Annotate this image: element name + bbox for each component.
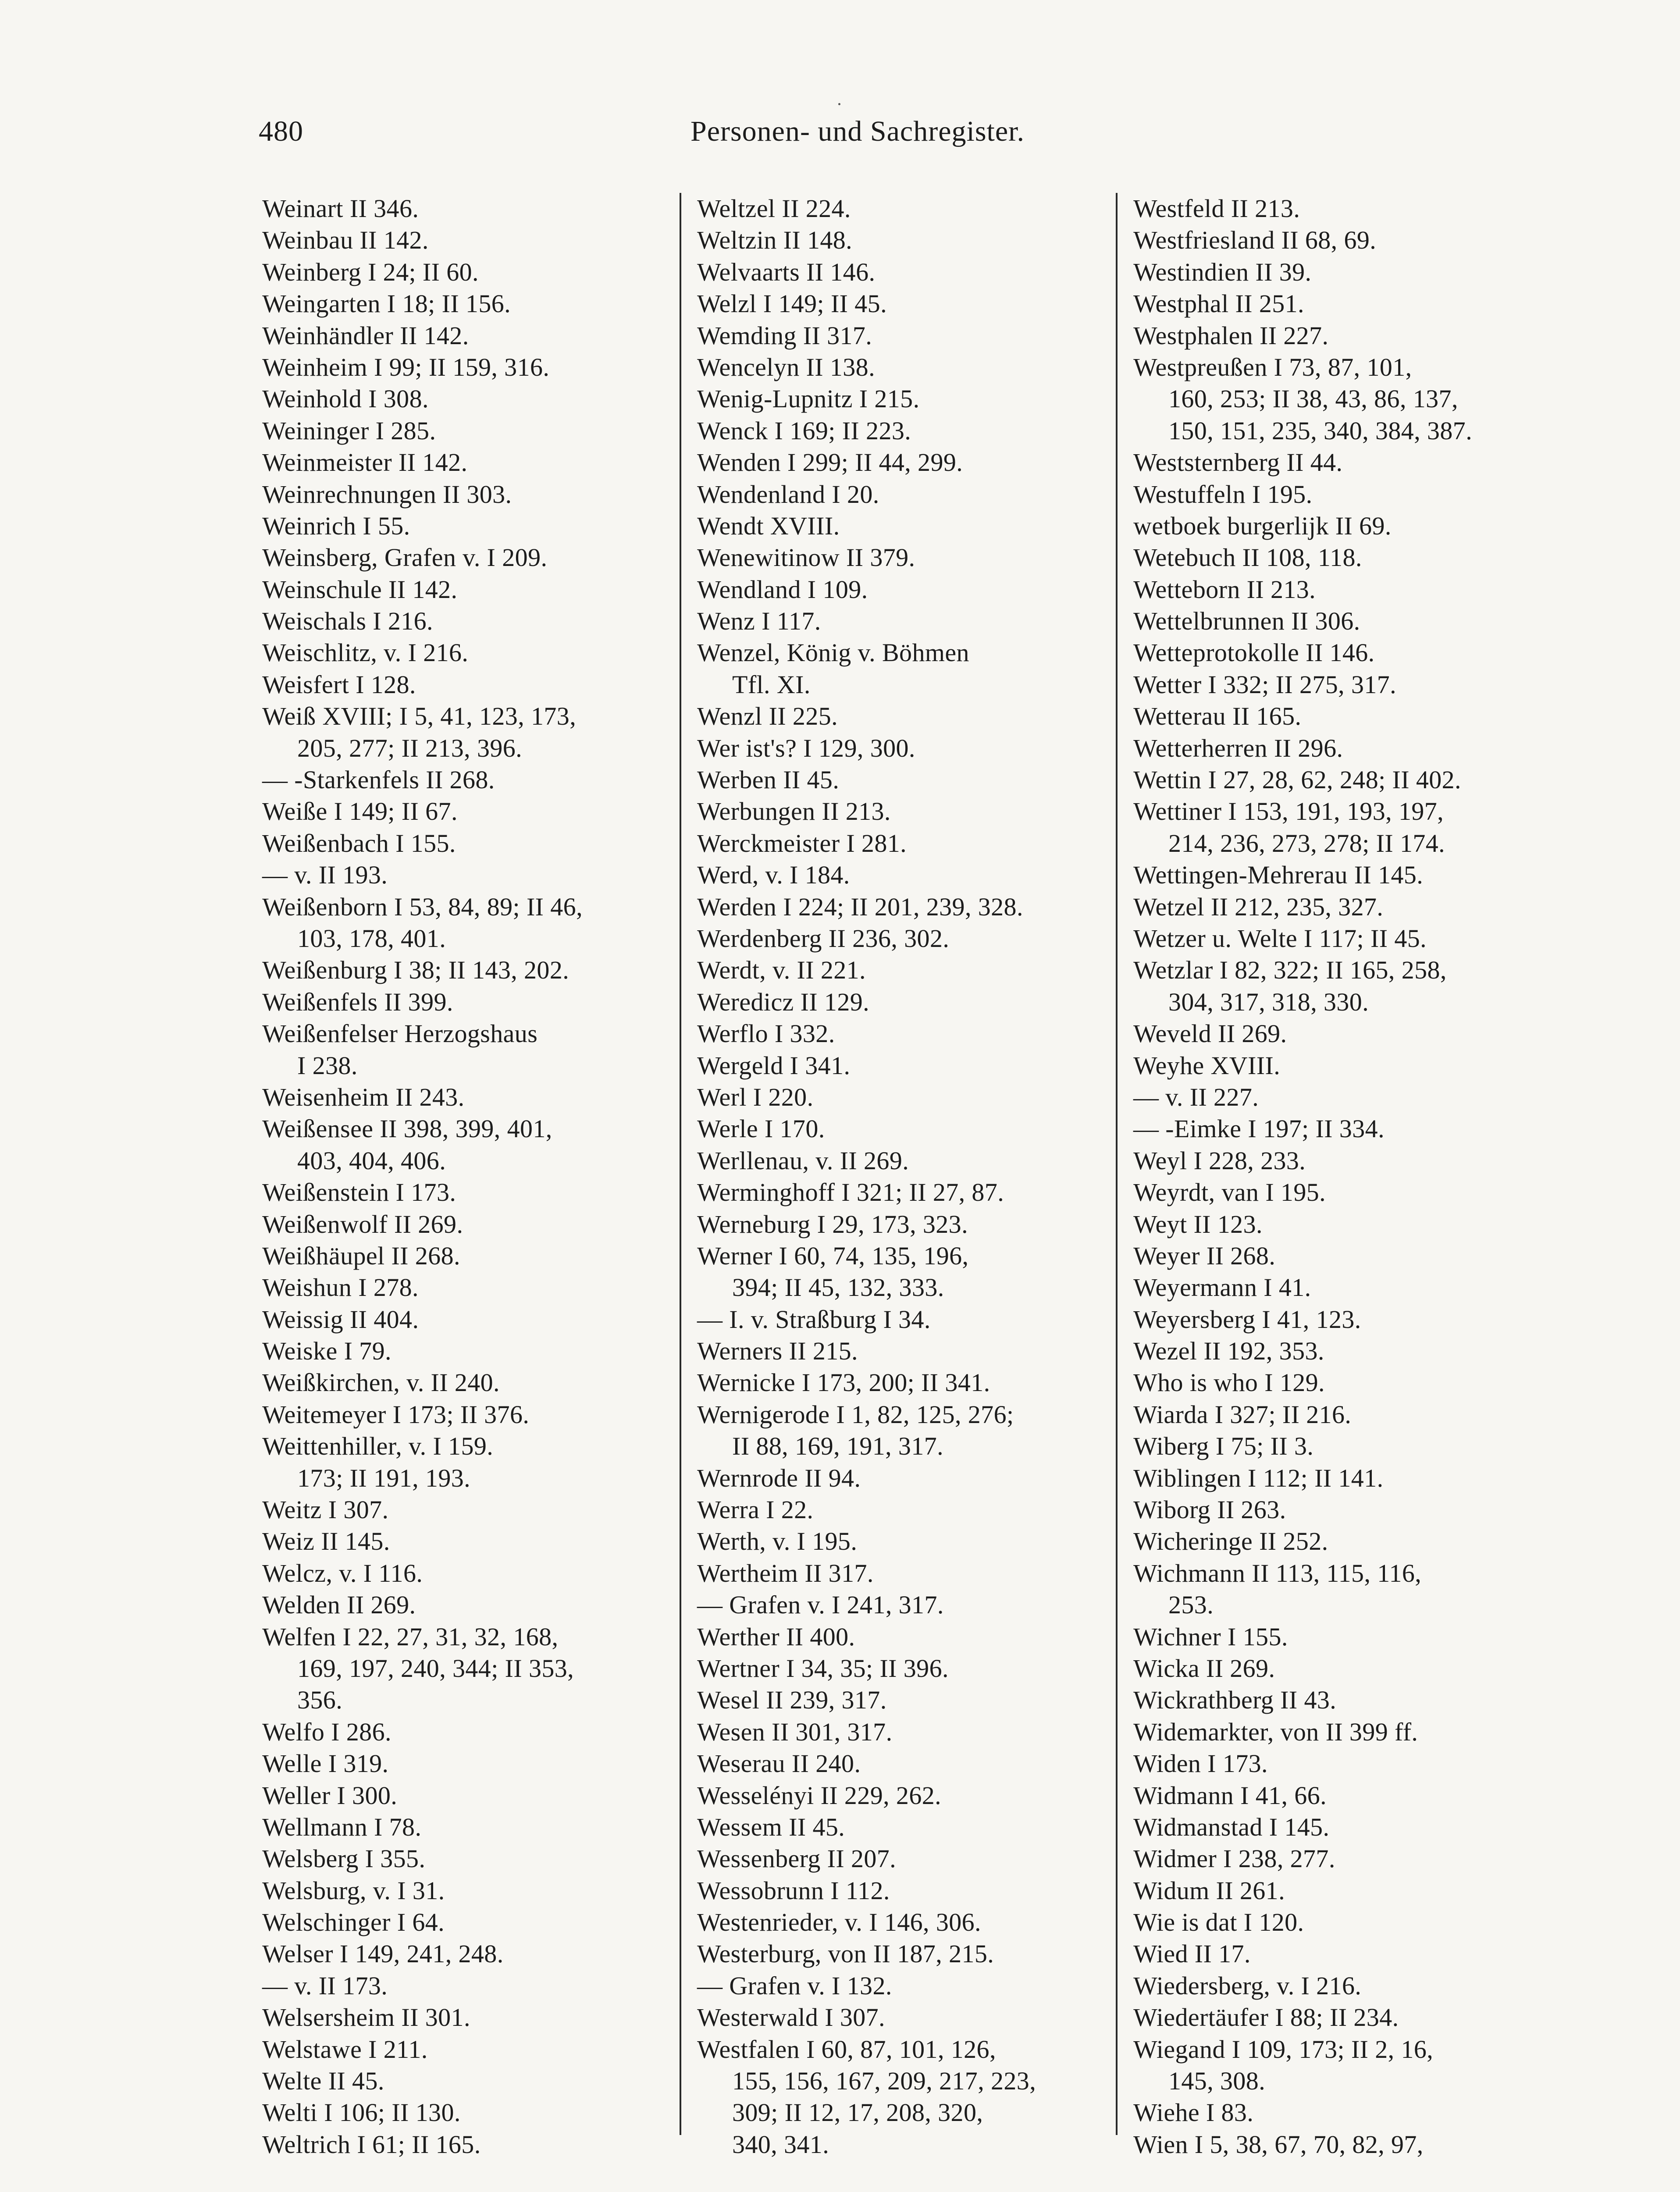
index-entry: Wicheringe II 252. <box>1133 1527 1328 1556</box>
index-entry: Welsersheim II 301. <box>262 2003 470 2032</box>
index-entry: Who is who I 129. <box>1133 1368 1325 1397</box>
index-entry: Weishun I 278. <box>262 1273 419 1302</box>
index-entry: Widen I 173. <box>1133 1749 1268 1778</box>
index-entry: Weingarten I 18; II 156. <box>262 289 511 318</box>
index-entry: Widmer I 238, 277. <box>1133 1844 1335 1873</box>
index-entry: Werbungen II 213. <box>697 797 891 826</box>
index-entry: Wiedertäufer I 88; II 234. <box>1133 2003 1399 2032</box>
index-entry: Weißenborn I 53, 84, 89; II 46, <box>262 892 583 921</box>
index-entry: Weveld II 269. <box>1133 1019 1287 1048</box>
index-entry: Wessobrunn I 112. <box>697 1876 890 1905</box>
index-entry: Westindien II 39. <box>1133 257 1312 286</box>
index-entry: Welzl I 149; II 45. <box>697 289 887 318</box>
index-entry: Wiedersberg, v. I 216. <box>1133 1971 1362 2000</box>
column-divider <box>1116 193 1118 2135</box>
index-entry: Wenewitinow II 379. <box>697 543 915 572</box>
index-entry: Weinart II 346. <box>262 194 419 223</box>
index-entry: Wiehe I 83. <box>1133 2098 1254 2127</box>
index-entry: Welti I 106; II 130. <box>262 2098 461 2127</box>
index-entry-continuation: II 88, 169, 191, 317. <box>732 1432 944 1461</box>
index-entry: Weinrich I 55. <box>262 511 410 540</box>
index-entry-continuation: 103, 178, 401. <box>297 924 446 953</box>
index-entry: Weststernberg II 44. <box>1133 448 1343 477</box>
index-entry: Werl I 220. <box>697 1082 814 1111</box>
index-entry-continuation: 253. <box>1168 1591 1214 1619</box>
index-entry: Wenz I 117. <box>697 607 821 636</box>
index-entry: Weitz I 307. <box>262 1495 389 1524</box>
index-entry: Welstawe I 211. <box>262 2035 428 2064</box>
index-entry: Weinhändler II 142. <box>262 321 469 350</box>
index-entry: Weiße I 149; II 67. <box>262 797 458 826</box>
index-entry: Westuffeln I 195. <box>1133 480 1313 509</box>
index-entry: — -Starkenfels II 268. <box>262 765 495 794</box>
index-entry: Weißkirchen, v. II 240. <box>262 1368 500 1397</box>
index-entry: Wernicke I 173, 200; II 341. <box>697 1368 990 1397</box>
index-entry: Westfalen I 60, 87, 101, 126, <box>697 2035 996 2064</box>
index-entry: Weitemeyer I 173; II 376. <box>262 1400 530 1429</box>
index-column-2 <box>697 193 1105 2160</box>
index-entry: Weyer II 268. <box>1133 1241 1276 1270</box>
index-entry: Wiborg II 263. <box>1133 1495 1286 1524</box>
index-entry: Wertheim II 317. <box>697 1559 874 1587</box>
index-entry: Weyl I 228, 233. <box>1133 1146 1306 1175</box>
index-entry: Wernrode II 94. <box>697 1463 861 1492</box>
index-entry: Werd, v. I 184. <box>697 861 850 890</box>
index-entry: Wetteprotokolle II 146. <box>1133 638 1375 667</box>
index-entry: Werth, v. I 195. <box>697 1527 858 1556</box>
index-entry: — Grafen v. I 132. <box>697 1971 892 2000</box>
index-entry: Weinheim I 99; II 159, 316. <box>262 352 550 381</box>
index-entry: — v. II 173. <box>262 1971 388 2000</box>
index-entry: Weinberg I 24; II 60. <box>262 257 479 286</box>
index-entry: Weyt II 123. <box>1133 1210 1263 1238</box>
index-entry: Wetteborn II 213. <box>1133 575 1316 604</box>
index-entry: Weißhäupel II 268. <box>262 1241 460 1270</box>
index-entry: Wicka II 269. <box>1133 1654 1275 1683</box>
index-entry: Weininger I 285. <box>262 416 436 445</box>
index-entry: Welfen I 22, 27, 31, 32, 168, <box>262 1622 559 1651</box>
index-entry: Weltzel II 224. <box>697 194 851 223</box>
index-entry: Werben II 45. <box>697 765 840 794</box>
index-entry: Wetterau II 165. <box>1133 702 1302 731</box>
index-entry: Werle I 170. <box>697 1114 825 1143</box>
index-entry: Weißenfelser Herzogshaus <box>262 1019 538 1048</box>
index-entry: Weißenbach I 155. <box>262 829 456 858</box>
index-entry: Werner I 60, 74, 135, 196, <box>697 1241 969 1270</box>
index-entry: Wiberg I 75; II 3. <box>1133 1432 1314 1461</box>
index-entry: Weinmeister II 142. <box>262 448 468 477</box>
index-entry: Westphal II 251. <box>1133 289 1304 318</box>
index-entry: Wettelbrunnen II 306. <box>1133 607 1360 636</box>
index-entry: Werdenberg II 236, 302. <box>697 924 950 953</box>
index-entry: Weyermann I 41. <box>1133 1273 1311 1302</box>
index-entry: — v. II 227. <box>1133 1082 1259 1111</box>
index-entry: — v. II 193. <box>262 861 388 890</box>
index-entry: Weyrdt, van I 195. <box>1133 1178 1326 1207</box>
index-entry: Werther II 400. <box>697 1622 855 1651</box>
index-entry-continuation: Tfl. XI. <box>732 670 811 699</box>
index-entry: Wied II 17. <box>1133 1939 1251 1968</box>
index-entry: Wergeld I 341. <box>697 1051 851 1080</box>
index-entry-continuation: 309; II 12, 17, 208, 320, <box>732 2098 983 2127</box>
index-entry: Weischlitz, v. I 216. <box>262 638 469 667</box>
index-entry: Wichmann II 113, 115, 116, <box>1133 1559 1422 1587</box>
index-entry: Wertner I 34, 35; II 396. <box>697 1654 949 1683</box>
index-entry: Wenig-Lupnitz I 215. <box>697 384 920 413</box>
index-entry-continuation: 214, 236, 273, 278; II 174. <box>1168 829 1445 858</box>
index-entry: Wettin I 27, 28, 62, 248; II 402. <box>1133 765 1461 794</box>
index-entry: Weiske I 79. <box>262 1337 392 1366</box>
index-entry: Westerburg, von II 187, 215. <box>697 1939 994 1968</box>
index-entry: Weischals I 216. <box>262 607 433 636</box>
index-entry: Westfriesland II 68, 69. <box>1133 226 1377 255</box>
index-entry: Werllenau, v. II 269. <box>697 1146 909 1175</box>
index-entry-continuation: 403, 404, 406. <box>297 1146 446 1175</box>
index-entry: Werflo I 332. <box>697 1019 835 1048</box>
page-number: 480 <box>259 115 303 147</box>
index-entry: Weissig II 404. <box>262 1305 419 1334</box>
index-entry: Weltrich I 61; II 165. <box>262 2130 481 2159</box>
index-entry: — Grafen v. I 241, 317. <box>697 1591 944 1619</box>
index-entry: Wellmann I 78. <box>262 1812 422 1841</box>
index-entry-continuation: 304, 317, 318, 330. <box>1168 987 1369 1016</box>
index-entry: Wezel II 192, 353. <box>1133 1337 1324 1366</box>
index-entry: Wenden I 299; II 44, 299. <box>697 448 963 477</box>
index-entry: Weißenwolf II 269. <box>262 1210 463 1238</box>
index-entry: Wetter I 332; II 275, 317. <box>1133 670 1397 699</box>
index-entry: Weißenfels II 399. <box>262 987 453 1016</box>
index-entry: Welvaarts II 146. <box>697 257 876 286</box>
index-entry: Wettingen-Mehrerau II 145. <box>1133 861 1424 890</box>
index-entry: Wie is dat I 120. <box>1133 1908 1304 1937</box>
print-speck <box>838 103 840 105</box>
index-entry: Wemding II 317. <box>697 321 872 350</box>
index-entry: Welle I 319. <box>262 1749 389 1778</box>
index-entry: Werden I 224; II 201, 239, 328. <box>697 892 1023 921</box>
index-entry-continuation: 173; II 191, 193. <box>297 1463 471 1492</box>
index-entry: Wernigerode I 1, 82, 125, 276; <box>697 1400 1014 1429</box>
index-entry: Weiß XVIII; I 5, 41, 123, 173, <box>262 702 577 731</box>
index-entry: Westerwald I 307. <box>697 2003 885 2032</box>
index-entry-continuation: 340, 341. <box>732 2130 829 2159</box>
index-entry-continuation: 150, 151, 235, 340, 384, 387. <box>1168 416 1473 445</box>
index-entry: Welser I 149, 241, 248. <box>262 1939 504 1968</box>
index-entry: Werra I 22. <box>697 1495 814 1524</box>
index-entry: Wencelyn II 138. <box>697 352 875 381</box>
index-entry: Welsburg, v. I 31. <box>262 1876 445 1905</box>
index-entry: Wichner I 155. <box>1133 1622 1288 1651</box>
index-column-1 <box>262 193 674 2160</box>
index-entry: Wessem II 45. <box>697 1812 845 1841</box>
index-entry: Welcz, v. I 116. <box>262 1559 423 1587</box>
index-entry: Werdt, v. II 221. <box>697 956 866 985</box>
index-entry: Wenzel, König v. Böhmen <box>697 638 969 667</box>
index-entry: Wetzlar I 82, 322; II 165, 258, <box>1133 956 1447 985</box>
index-entry: Wiegand I 109, 173; II 2, 16, <box>1133 2035 1434 2064</box>
index-entry: Weredicz II 129. <box>697 987 870 1016</box>
index-entry: Wendt XVIII. <box>697 511 840 540</box>
index-entry: Werckmeister I 281. <box>697 829 907 858</box>
index-entry: Widmanstad I 145. <box>1133 1812 1330 1841</box>
index-entry: Wenzl II 225. <box>697 702 838 731</box>
index-entry: — -Eimke I 197; II 334. <box>1133 1114 1385 1143</box>
index-entry: Weller I 300. <box>262 1781 398 1810</box>
index-entry: Weisfert I 128. <box>262 670 416 699</box>
index-entry: Wetterherren II 296. <box>1133 733 1343 762</box>
index-entry: Weserau II 240. <box>697 1749 861 1778</box>
index-entry: Wendland I 109. <box>697 575 868 604</box>
index-entry: Wessenberg II 207. <box>697 1844 897 1873</box>
index-entry: Westfeld II 213. <box>1133 194 1300 223</box>
index-entry: Werneburg I 29, 173, 323. <box>697 1210 968 1238</box>
index-entry: Weinrechnungen II 303. <box>262 480 512 509</box>
index-entry: Widmann I 41, 66. <box>1133 1781 1327 1810</box>
index-entry-continuation: 160, 253; II 38, 43, 86, 137, <box>1168 384 1458 413</box>
index-entry: Welsberg I 355. <box>262 1844 426 1873</box>
index-entry: Weißensee II 398, 399, 401, <box>262 1114 552 1143</box>
running-head: Personen- und Sachregister. <box>691 115 1025 147</box>
index-entry: Widum II 261. <box>1133 1876 1285 1905</box>
index-entry: Wetebuch II 108, 118. <box>1133 543 1362 572</box>
index-entry: Werminghoff I 321; II 27, 87. <box>697 1178 1004 1207</box>
index-entry: Weinbau II 142. <box>262 226 429 255</box>
index-entry: Welfo I 286. <box>262 1717 392 1746</box>
index-entry-continuation: 169, 197, 240, 344; II 353, <box>297 1654 574 1683</box>
index-entry: Wendenland I 20. <box>697 480 879 509</box>
index-entry: Weisenheim II 243. <box>262 1082 465 1111</box>
index-entry: Weinhold I 308. <box>262 384 429 413</box>
column-divider <box>680 193 681 2135</box>
index-entry: Wiarda I 327; II 216. <box>1133 1400 1352 1429</box>
index-column-3 <box>1133 193 1550 2160</box>
index-entry: Weißenburg I 38; II 143, 202. <box>262 956 569 985</box>
index-entry: Weinschule II 142. <box>262 575 458 604</box>
index-entry: Wettiner I 153, 191, 193, 197, <box>1133 797 1444 826</box>
index-entry-continuation: 394; II 45, 132, 333. <box>732 1273 944 1302</box>
index-entry: Weltzin II 148. <box>697 226 853 255</box>
index-entry: Werners II 215. <box>697 1337 858 1366</box>
index-entry: Wesel II 239, 317. <box>697 1686 887 1715</box>
index-entry: Wer ist's? I 129, 300. <box>697 733 915 762</box>
index-entry: Widemarkter, von II 399 ff. <box>1133 1717 1418 1746</box>
index-entry: — I. v. Straßburg I 34. <box>697 1305 931 1334</box>
index-entry: Wiblingen I 112; II 141. <box>1133 1463 1384 1492</box>
index-entry: Welte II 45. <box>262 2067 384 2096</box>
index-entry: Weinsberg, Grafen v. I 209. <box>262 543 548 572</box>
index-entry: Weittenhiller, v. I 159. <box>262 1432 494 1461</box>
index-entry-continuation: I 238. <box>297 1051 358 1080</box>
index-entry-continuation: 145, 308. <box>1168 2067 1266 2096</box>
index-entry: Weißenstein I 173. <box>262 1178 456 1207</box>
index-entry: Westphalen II 227. <box>1133 321 1329 350</box>
index-entry: Wesen II 301, 317. <box>697 1717 893 1746</box>
index-entry: Wenck I 169; II 223. <box>697 416 911 445</box>
index-entry: Wetzer u. Welte I 117; II 45. <box>1133 924 1427 953</box>
index-entry-continuation: 155, 156, 167, 209, 217, 223, <box>732 2067 1036 2096</box>
index-entry-continuation: 205, 277; II 213, 396. <box>297 733 523 762</box>
index-entry: Westpreußen I 73, 87, 101, <box>1133 352 1412 381</box>
index-entry: Welden II 269. <box>262 1591 416 1619</box>
index-entry: Wetzel II 212, 235, 327. <box>1133 892 1384 921</box>
index-entry: Weiz II 145. <box>262 1527 390 1556</box>
index-entry: Westenrieder, v. I 146, 306. <box>697 1908 981 1937</box>
index-entry: Weyersberg I 41, 123. <box>1133 1305 1361 1334</box>
index-entry: Wesselényi II 229, 262. <box>697 1781 942 1810</box>
index-entry: Wien I 5, 38, 67, 70, 82, 97, <box>1133 2130 1424 2159</box>
index-entry: Weyhe XVIII. <box>1133 1051 1281 1080</box>
index-entry-continuation: 356. <box>297 1686 343 1715</box>
index-entry: wetboek burgerlijk II 69. <box>1133 511 1392 540</box>
index-entry: Welschinger I 64. <box>262 1908 445 1937</box>
index-entry: Wickrathberg II 43. <box>1133 1686 1337 1715</box>
